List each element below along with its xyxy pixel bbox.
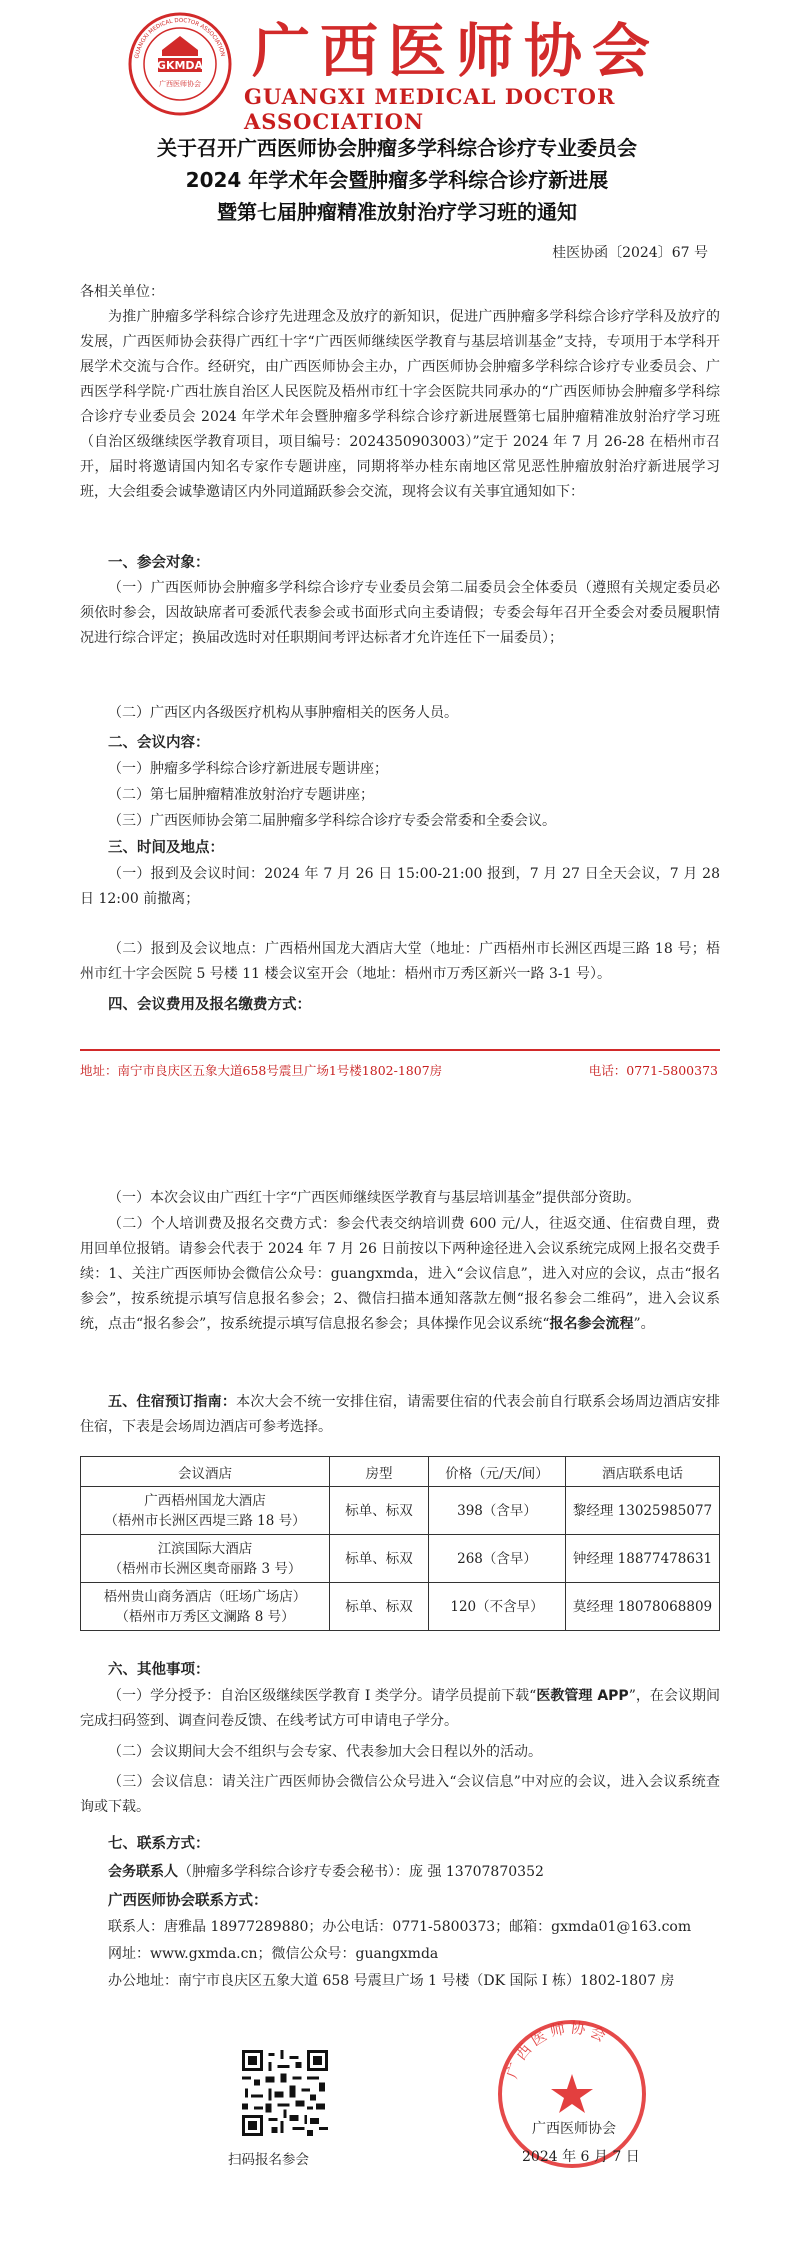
meeting-contact-text: （肿瘤多学科综合诊疗专委会秘书）：庞 强 13707870352 xyxy=(178,1864,544,1880)
section-5-text: 本次大会不统一安排住宿，请需要住宿的代表会前自行联系会场周边酒店安排住宿，下表是会场周边酒店可参考选择。 xyxy=(80,1394,721,1435)
fee-text-end: ”。 xyxy=(633,1316,655,1332)
footer-phone: 电话：0771-5800373 xyxy=(588,1063,718,1078)
title-line-1: 关于召开广西医师协会肿瘤多学科综合诊疗专业委员会 xyxy=(157,136,637,160)
qr-code-label: 扫码报名参会 xyxy=(228,2152,309,2168)
room-type-cell: 标单、标双 xyxy=(330,1487,429,1535)
section-heading-1: 一、参会对象： xyxy=(108,555,210,571)
hotel-name: 广西梧州国龙大酒店 xyxy=(144,1492,266,1509)
signoff-date: 2024 年 6 月 7 日 xyxy=(522,2149,640,2165)
column-header-price: 价格（元/天/间） xyxy=(429,1457,566,1487)
credit-text-end: ”，在会议期间完成扫码签到、调查问卷反馈、在线考试方可申请电子学分。 xyxy=(80,1688,720,1729)
price-cell: 120（不含早） xyxy=(429,1583,566,1631)
seal-text: 广西医师协会 xyxy=(502,2018,613,2081)
footer-address: 地址：南宁市良庆区五象大道658号震旦广场1号楼1802-1807房 xyxy=(80,1063,443,1078)
title-line-2: 2024 年学术年会暨肿瘤多学科综合诊疗新进展 xyxy=(185,168,609,192)
org-name-cn: 广西医师协会 xyxy=(252,17,661,85)
title-line-3: 暨第七届肿瘤精准放射治疗学习班的通知 xyxy=(217,200,577,224)
room-type-cell: 标单、标双 xyxy=(330,1583,429,1631)
registration-flow-link-text: 报名参会流程 xyxy=(549,1316,634,1332)
contact-cell: 莫经理 18078068809 xyxy=(566,1583,720,1631)
column-header-hotel: 会议酒店 xyxy=(81,1457,330,1487)
app-name: 医教管理 APP xyxy=(536,1688,629,1704)
registration-qr-code-icon[interactable] xyxy=(242,2050,328,2136)
section-6-item-2: （二）会议期间大会不组织与会专家、代表参加大会日程以外的活动。 xyxy=(108,1744,542,1760)
intro-paragraph: 为推广肿瘤多学科综合诊疗先进理念及放疗的新知识，促进广西肿瘤多学科综合诊疗学科及放疗的发展，广西医师协会获得广西红十字“广西医师继续医学教育与基层培训基金”支持，专项用于本学科开展学术交流与合作。经研究，由广西医师协会主办，广西医师协会肿瘤多学科综合诊疗专业委员会、广西医学科学院·广西壮族自治区人民医院及梧州市红十字会医院共同承办的“广西医师协会肿瘤多学科综合诊疗专业委员会 2024 年学术年会暨肿瘤多学科综合诊疗新进展暨第七届肿瘤精准放射治疗学习班（自治区级继续医学教育项目，项目编号：2024350903003）”定于 2024 年 7 月 26-28 在梧州市召开，届时将邀请国内知名专家作专题讲座，同期将举办桂东南地区常见恶性肿瘤放射治疗新进展学习班，大会组委会诚挚邀请区内外同道踊跃参会交流，现将会议有关事宜通知如下： xyxy=(80,309,720,500)
logo-abbrev: GKMDA xyxy=(156,59,204,72)
section-heading-7: 七、联系方式： xyxy=(108,1836,210,1852)
hotel-address: （梧州市万秀区文澜路 8 号） xyxy=(115,1608,295,1625)
hotel-address: （梧州市长洲区西堤三路 18 号） xyxy=(104,1512,306,1529)
section-heading-6: 六、其他事项： xyxy=(108,1662,210,1678)
section-4-item-2 xyxy=(80,1212,720,1337)
association-website-line: 网址：www.gxmda.cn；微信公众号：guangxmda xyxy=(108,1946,439,1962)
table-row xyxy=(81,1487,720,1535)
section-2-item-3: （三）广西医师协会第二届肿瘤多学科综合诊疗专委会常委和全委会议。 xyxy=(108,813,556,829)
association-contact-line-1: 联系人：唐雅晶 18977289880；办公电话：0771-5800373；邮箱：gxmda01@163.com xyxy=(108,1919,692,1935)
credit-text: （一）学分授予：自治区级继续医学教育 I 类学分。请学员提前下载“ xyxy=(108,1688,537,1704)
column-header-contact: 酒店联系电话 xyxy=(566,1457,720,1487)
column-header-room: 房型 xyxy=(330,1457,429,1487)
section-2-item-1: （一）肿瘤多学科综合诊疗新进展专题讲座； xyxy=(108,761,388,777)
price-cell: 398（含早） xyxy=(429,1487,566,1535)
footer-rule xyxy=(80,1049,720,1051)
svg-text:广西医师协会 xyxy=(503,2019,613,2081)
association-logo-icon xyxy=(128,12,232,116)
hotel-cell xyxy=(81,1487,330,1535)
section-3-item-1: （一）报到及会议时间：2024 年 7 月 26 日 15:00-21:00 报到，7 月 27 日全天会议，7 月 28 日 12:00 前撤离； xyxy=(80,866,720,907)
meeting-contact xyxy=(80,1860,720,1885)
org-name-en: GUANGXI MEDICAL DOCTOR ASSOCIATION xyxy=(244,84,616,134)
hotel-table xyxy=(80,1456,720,1631)
section-heading-5: 五、住宿预订指南： xyxy=(108,1394,237,1410)
table-row xyxy=(81,1583,720,1631)
reference-number: 桂医协函〔2024〕67 号 xyxy=(552,245,708,261)
contact-cell: 黎经理 13025985077 xyxy=(566,1487,720,1535)
section-4-item-1: （一）本次会议由广西红十字“广西医师继续医学教育与基层培训基金”提供部分资助。 xyxy=(108,1190,641,1206)
logo-subtext: 广西医师协会 xyxy=(159,80,201,88)
price-cell: 268（含早） xyxy=(429,1535,566,1583)
fee-text: （二）个人培训费及报名交费方式：参会代表交纳培训费 600 元/人，往返交通、住宿费自理，费用回单位报销。请参会代表于 2024 年 7 月 26 日前按以下两种途径进入会议系统完成网上报名交费手续：1、关注广西医师协会微信公众号：guangxmda，进入“会议信息”，进入对应的会议，点击“报名参会”，按系统提示填写信息报名参会；2、微信扫描本通知落款左侧“报名参会二维码”，进入会议系统，点击“报名参会”，按系统提示填写信息报名参会；具体操作见会议系统“ xyxy=(80,1216,720,1332)
contact-cell: 钟经理 18877478631 xyxy=(566,1535,720,1583)
section-heading-3: 三、时间及地点： xyxy=(108,840,224,856)
section-5 xyxy=(80,1390,720,1440)
hotel-name: 江滨国际大酒店 xyxy=(157,1540,253,1557)
section-heading-4: 四、会议费用及报名缴费方式： xyxy=(108,997,311,1013)
section-1-item-1: （一）广西医师协会肿瘤多学科综合诊疗专业委员会第二届委员会全体委员（遵照有关规定委员必须依时参会，因故缺席者可委派代表参会或书面形式向主委请假；专委会每年召开全委会对委员履职情况进行综合评定；换届改选时对任职期间考评达标者才允许连任下一届委员）； xyxy=(80,580,720,646)
logo-ring-text: GUANGXI MEDICAL DOCTOR ASSOCIATION xyxy=(134,17,226,60)
salutation: 各相关单位： xyxy=(80,284,164,300)
table-row xyxy=(81,1535,720,1583)
meeting-contact-label: 会务联系人 xyxy=(108,1864,178,1880)
room-type-cell: 标单、标双 xyxy=(330,1535,429,1583)
association-contact-heading: 广西医师协会联系方式： xyxy=(108,1893,268,1909)
hotel-cell xyxy=(81,1535,330,1583)
association-address-line: 办公地址：南宁市良庆区五象大道 658 号震旦广场 1 号楼（DK 国际 I 栋）1802-1807 房 xyxy=(108,1973,675,1989)
section-3-item-2: （二）报到及会议地点：广西梧州国龙大酒店大堂（地址：广西梧州市长洲区西堤三路 18 号；梧州市红十字会医院 5 号楼 11 楼会议室开会（地址：梧州市万秀区新兴一路 3-1 号）。 xyxy=(80,941,720,982)
hotel-name: 梧州贵山商务酒店（旺场广场店） xyxy=(103,1588,307,1605)
hotel-cell xyxy=(81,1583,330,1631)
section-2-item-2: （二）第七届肿瘤精准放射治疗专题讲座； xyxy=(108,787,374,803)
hotel-address: （梧州市长洲区奥奇丽路 3 号） xyxy=(108,1560,302,1577)
section-6-item-1 xyxy=(80,1684,720,1734)
section-heading-2: 二、会议内容： xyxy=(108,735,210,751)
table-header-row xyxy=(81,1457,720,1487)
signoff-organization: 广西医师协会 xyxy=(532,2121,616,2137)
section-6-item-3: （三）会议信息：请关注广西医师协会微信公众号进入“会议信息”中对应的会议，进入会议系统查询或下载。 xyxy=(80,1774,720,1815)
section-1-item-2: （二）广西区内各级医疗机构从事肿瘤相关的医务人员。 xyxy=(108,705,458,721)
